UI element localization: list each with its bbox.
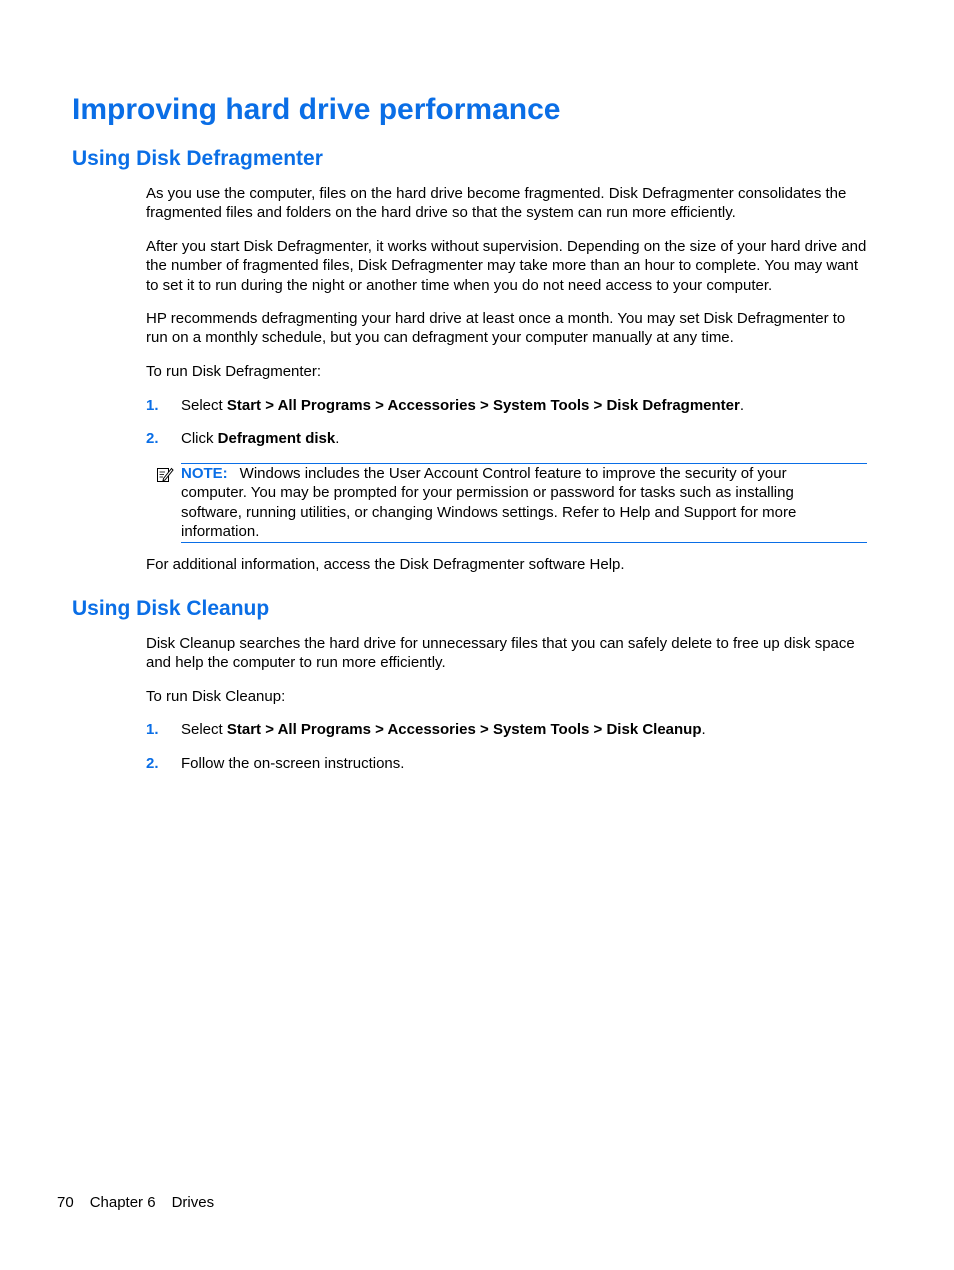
step-prefix: Select xyxy=(181,721,227,738)
step-prefix: Select xyxy=(181,397,227,414)
step-menu-path: Start > All Programs > Accessories > System Tools > Disk Cleanup xyxy=(226,721,702,738)
step-suffix: . xyxy=(739,397,745,414)
footer-page-number: 70 xyxy=(57,1194,74,1211)
step-prefix: Follow the on-screen instructions. xyxy=(181,755,405,772)
step-text xyxy=(181,754,404,773)
step-prefix: Click xyxy=(181,430,218,447)
step-suffix: . xyxy=(335,430,340,447)
step-number: 2. xyxy=(146,430,159,447)
step-text xyxy=(181,396,744,415)
step-text xyxy=(181,720,706,739)
note-pencil-icon xyxy=(156,465,174,483)
footer-chapter: Chapter 6 xyxy=(89,1194,156,1211)
note-label: NOTE: xyxy=(181,465,228,482)
step-suffix: . xyxy=(701,721,706,738)
step-number: 1. xyxy=(146,721,159,738)
paragraph-defrag-run-intro: To run Disk Defragmenter: xyxy=(146,363,322,380)
note-text xyxy=(181,464,853,541)
section-heading-disk-defragmenter: Using Disk Defragmenter xyxy=(72,147,323,170)
note-body: Windows includes the User Account Control feature to improve the security of your computer. You may be prompted for your permission or password for tasks such as installing software, running utilities, or changing Windows settings. Refer to Help and Support for more information. xyxy=(181,465,797,540)
paragraph-defrag-recommendation: HP recommends defragmenting your hard drive at least once a month. You may set Disk Defragmenter to run on a monthly schedule, but you can defragment your computer manually at any time. xyxy=(146,310,846,347)
paragraph-defrag-additional-info: For additional information, access the Disk Defragmenter software Help. xyxy=(146,556,625,573)
page-title: Improving hard drive performance xyxy=(72,93,561,126)
section-heading-disk-cleanup: Using Disk Cleanup xyxy=(72,597,270,620)
step-text xyxy=(181,429,339,448)
paragraph-cleanup-intro: Disk Cleanup searches the hard drive for unnecessary files that you can safely delete to free up disk space and help the computer to run more efficiently. xyxy=(146,635,855,672)
note-box xyxy=(181,463,867,543)
paragraph-cleanup-run-intro: To run Disk Cleanup: xyxy=(146,688,286,705)
step-menu-path: Start > All Programs > Accessories > System Tools > Disk Defragmenter xyxy=(226,397,740,414)
paragraph-defrag-supervision: After you start Disk Defragmenter, it works without supervision. Depending on the size of your hard drive and the number of fragmented files, Disk Defragmenter may take more than an hour to complete. You may want to set it to run during the night or another time when you do not need access to your computer. xyxy=(146,238,867,294)
footer-chapter-title: Drives xyxy=(171,1194,215,1211)
page-footer xyxy=(57,1193,230,1212)
step-number: 2. xyxy=(146,755,159,772)
paragraph-defrag-intro: As you use the computer, files on the hard drive become fragmented. Disk Defragmenter consolidates the fragmented files and folders on the hard drive so that the system can run more efficiently. xyxy=(146,185,847,222)
step-command: Defragment disk xyxy=(217,430,336,447)
step-number: 1. xyxy=(146,397,159,414)
